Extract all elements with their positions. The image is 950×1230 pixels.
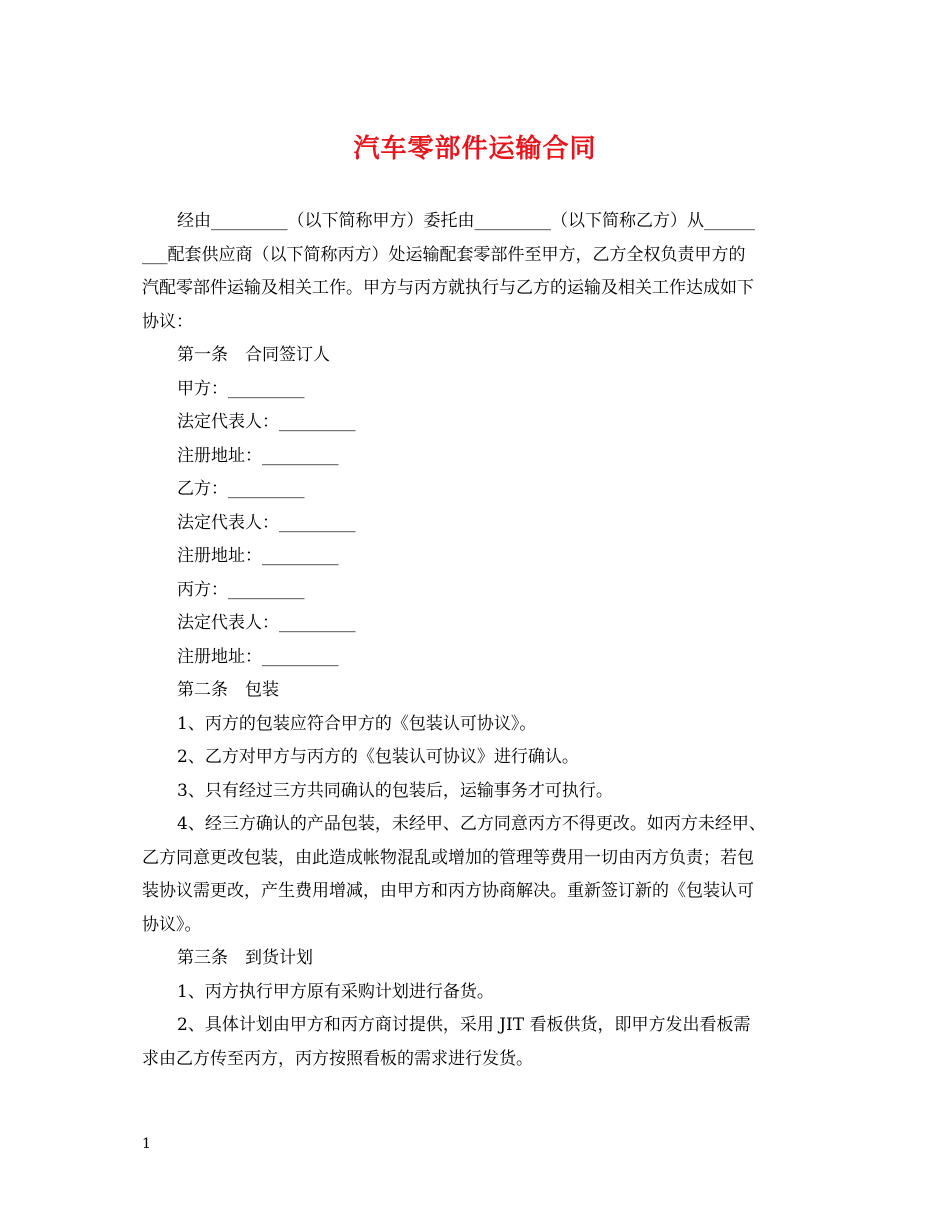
- clause-line: 2、具体计划由甲方和丙方商讨提供，采用 JIT 看板供货，即甲方发出看板需: [177, 1015, 751, 1035]
- party-b-representative-field: 法定代表人：_________: [177, 512, 356, 533]
- clause-line: 装协议需更改，产生费用增减，由甲方和丙方协商解决。重新签订新的《包装认可: [142, 881, 754, 901]
- party-c-representative-field: 法定代表人：_________: [177, 613, 356, 633]
- section-heading: 第二条 包装: [177, 680, 279, 700]
- party-a-name-field: 甲方：_________: [177, 378, 305, 399]
- paragraph-line: 汽配零部件运输及相关工作。甲方与丙方就执行与乙方的运输及相关工作达成如下: [142, 278, 754, 298]
- section-heading: 第三条 到货计划: [177, 948, 313, 968]
- clause-line: 1、丙方执行甲方原有采购计划进行备货。: [177, 981, 494, 1002]
- clause-line: 协议》。: [142, 914, 202, 935]
- party-b-address-field: 注册地址：_________: [177, 546, 339, 566]
- party-a-address-field: 注册地址：_________: [177, 445, 339, 466]
- paragraph-line: 经由_________（以下简称甲方）委托由_________（以下简称乙方）从______: [177, 211, 755, 231]
- party-b-name-field: 乙方：_________: [177, 479, 305, 499]
- section-heading: 第一条 合同签订人: [177, 345, 330, 365]
- clause-line: 4、经三方确认的产品包装，未经甲、乙方同意丙方不得更改。如丙方未经甲、: [177, 814, 766, 834]
- party-a-representative-field: 法定代表人：_________: [177, 412, 356, 432]
- paragraph-line: ___配套供应商（以下简称丙方）处运输配套零部件至甲方，乙方全权负责甲方的: [142, 244, 746, 265]
- clause-line: 2、乙方对甲方与丙方的《包装认可协议》进行确认。: [177, 747, 579, 767]
- clause-line: 求由乙方传至丙方，丙方按照看板的需求进行发货。: [142, 1048, 533, 1069]
- document-title: 汽车零部件运输合同: [353, 134, 597, 164]
- clause-line: 乙方同意更改包装，由此造成帐物混乱或增加的管理等费用一切由丙方负责；若包: [142, 847, 754, 868]
- clause-line: 1、丙方的包装应符合甲方的《包装认可协议》。: [177, 713, 537, 734]
- page-number: 1: [142, 1136, 151, 1152]
- paragraph-line: 协议：: [142, 311, 193, 332]
- party-c-address-field: 注册地址：_________: [177, 646, 339, 667]
- clause-line: 3、只有经过三方共同确认的包装后，运输事务才可执行。: [177, 780, 613, 801]
- document-body: [142, 205, 812, 1076]
- party-c-name-field: 丙方：_________: [177, 579, 305, 600]
